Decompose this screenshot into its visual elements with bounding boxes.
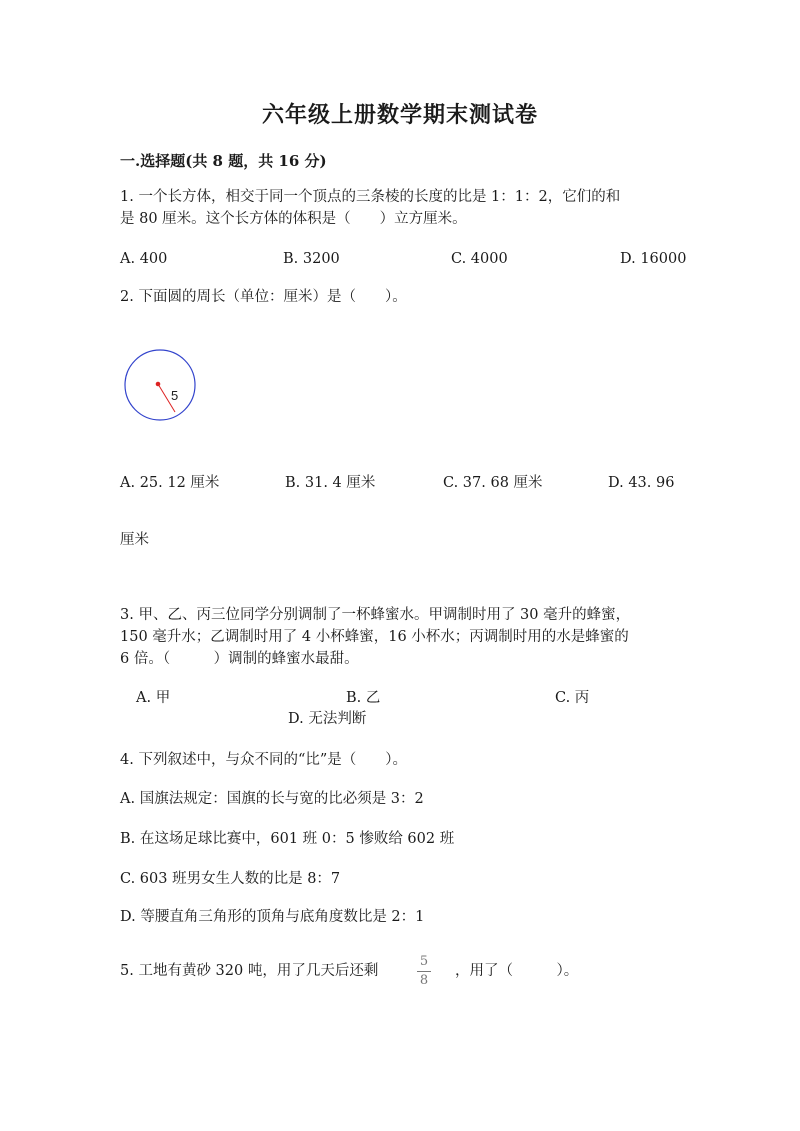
q4-stem: 4. 下列叙述中，与众不同的“比”是（ ）。	[120, 752, 408, 768]
q2-option-c: C. 37. 68 厘米	[443, 475, 543, 491]
q2-option-d-wrap: 厘米	[120, 532, 149, 548]
q2-option-d: D. 43. 96	[608, 475, 675, 491]
q3-option-a: A. 甲	[136, 690, 171, 706]
q1-option-d: D. 16000	[620, 251, 687, 267]
q5-stem-after: ，用了（ ）。	[455, 963, 579, 979]
q2-stem: 2. 下面圆的周长（单位：厘米）是（ ）。	[120, 289, 407, 305]
q1-option-a: A. 400	[120, 251, 168, 267]
page-title: 六年级上册数学期末测试卷	[261, 102, 538, 128]
q1-stem-line2: 是 80 厘米。这个长方体的体积是（ ）立方厘米。	[120, 211, 467, 227]
fraction-bar	[417, 971, 431, 972]
q4-option-b: B. 在这场足球比赛中，601 班 0：5 惨败给 602 班	[120, 831, 455, 847]
q5-stem-before: 5. 工地有黄砂 320 吨，用了几天后还剩	[120, 963, 379, 979]
q3-option-c: C. 丙	[555, 690, 590, 706]
q3-option-b: B. 乙	[346, 690, 381, 706]
q1-stem-line1: 1. 一个长方体，相交于同一个顶点的三条棱的长度的比是 1：1：2，它们的和	[120, 189, 621, 205]
q4-option-c: C. 603 班男女生人数的比是 8：7	[120, 871, 341, 887]
q1-option-c: C. 4000	[451, 251, 508, 267]
radius-label: 5	[171, 388, 179, 403]
q4-option-a: A. 国旗法规定：国旗的长与宽的比必须是 3：2	[120, 791, 424, 807]
center-dot	[156, 382, 161, 387]
q4-option-d: D. 等腰直角三角形的顶角与底角度数比是 2：1	[120, 909, 425, 925]
q3-option-d: D. 无法判断	[288, 711, 367, 727]
q5-fraction-denominator: 8	[419, 973, 429, 988]
circle-figure	[118, 344, 202, 428]
q5-fraction	[413, 954, 435, 989]
q2-option-b: B. 31. 4 厘米	[285, 475, 376, 491]
q2-option-a: A. 25. 12 厘米	[120, 475, 220, 491]
q5-fraction-numerator: 5	[419, 954, 429, 969]
q3-stem-line3: 6 倍。（ ）调制的蜂蜜水最甜。	[120, 651, 359, 667]
q1-option-b: B. 3200	[283, 251, 340, 267]
q3-stem-line2: 150 毫升水；乙调制时用了 4 小杯蜂蜜，16 小杯水；丙调制时用的水是蜂蜜的	[120, 629, 629, 645]
section-heading: 一.选择题(共 8 题，共 16 分)	[120, 152, 327, 170]
q3-stem-line1: 3. 甲、乙、丙三位同学分别调制了一杯蜂蜜水。甲调制时用了 30 毫升的蜂蜜，	[120, 607, 631, 623]
